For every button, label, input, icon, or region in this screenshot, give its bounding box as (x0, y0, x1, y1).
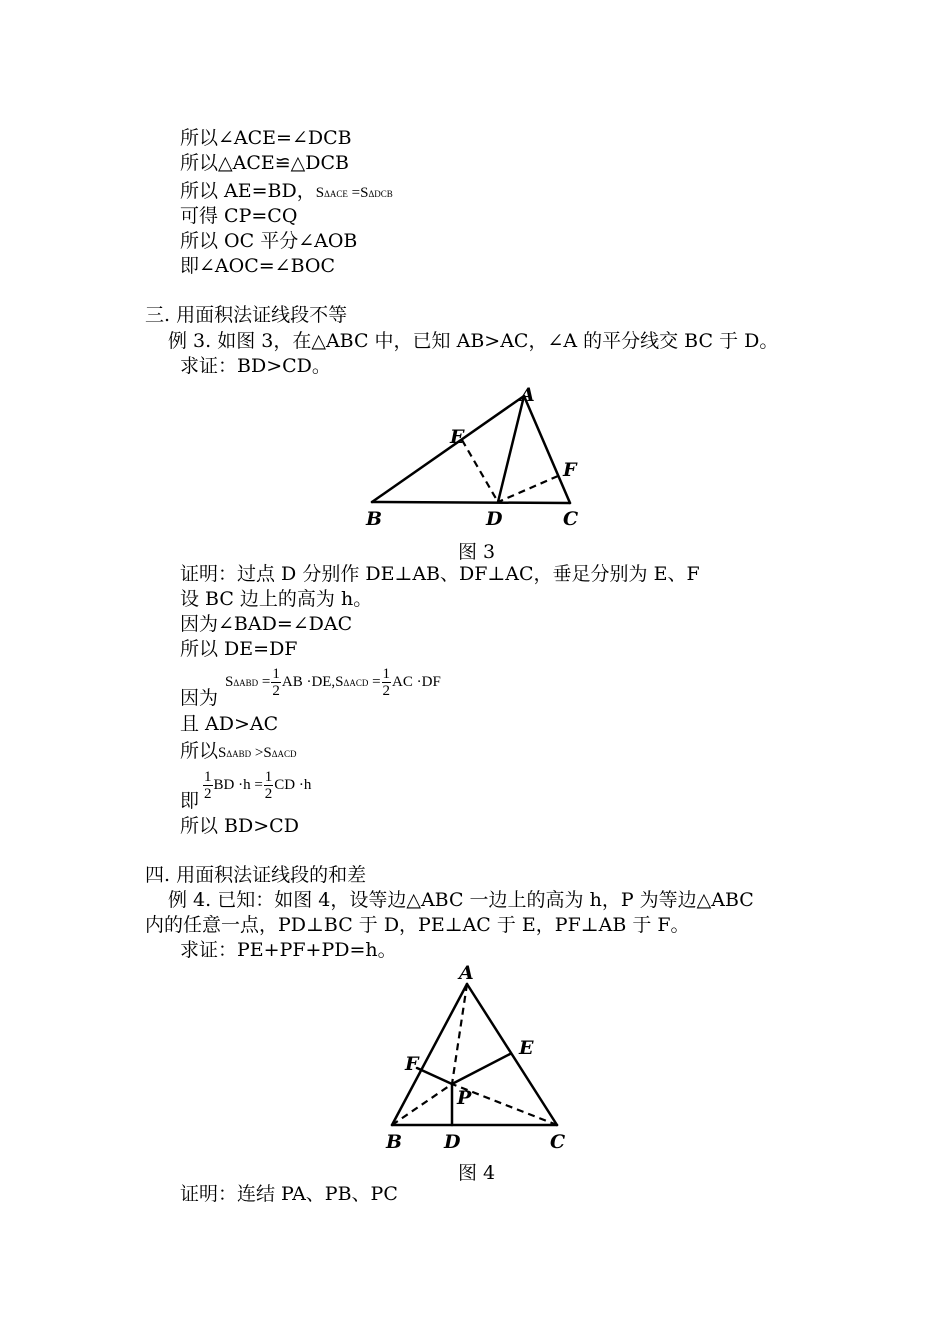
length-equation: $\frac{1}{2}$ BD ·h = $\frac{1}{2}$ CD ·h (204, 769, 312, 803)
proof-line: 即∠AOC=∠BOC (180, 255, 336, 277)
figure-caption: 图 3 (458, 541, 496, 563)
figure-4 (380, 962, 580, 1157)
proof-line: 所以△ACE≌△DCB (180, 152, 350, 174)
example-statement: 内的任意一点，PD⊥BC 于 D，PE⊥AC 于 E，PF⊥AB 于 F。 (145, 914, 690, 936)
proof-line: 所以 BD>CD (180, 815, 299, 837)
section-heading: 三. 用面积法证线段不等 (145, 304, 348, 326)
vertex-label-A: A (459, 962, 474, 984)
vertex-label-D: D (444, 1131, 461, 1153)
proof-line: 证明：连结 PA、PB、PC (180, 1183, 398, 1205)
proof-line (180, 740, 297, 765)
proof-line (180, 180, 393, 205)
proof-line: 且 AD>AC (180, 713, 279, 735)
proof-text: 因为 (180, 687, 219, 709)
area-equation: SΔABD = $\frac{1}{2}$ AB ·DE,SΔACD = $\frac{1}{2}$ AC ·DF (225, 666, 441, 700)
vertex-label-E: E (519, 1037, 534, 1059)
fraction-half: $\frac{1}{2}$ (272, 666, 280, 700)
section-heading: 四. 用面积法证线段的和差 (145, 864, 367, 886)
example-statement: 例 4. 已知：如图 4，设等边△ABC 一边上的高为 h，P 为等边△ABC (168, 889, 754, 911)
vertex-label-B: B (366, 508, 383, 530)
vertex-label-C: C (563, 508, 579, 530)
vertex-label-B: B (386, 1131, 403, 1153)
proof-text: 所以 (180, 740, 219, 762)
goal-statement: 求证：BD>CD。 (180, 355, 331, 377)
proof-line: 证明：过点 D 分别作 DE⊥AB、DF⊥AC，垂足分别为 E、F (180, 563, 700, 585)
vertex-label-F: F (405, 1053, 419, 1075)
proof-line: 设 BC 边上的高为 h。 (180, 588, 373, 610)
proof-line: 所以 OC 平分∠AOB (180, 230, 358, 252)
proof-line: 可得 CP=CQ (180, 205, 298, 227)
figure-3 (360, 385, 590, 535)
proof-line: 所以 DE=DF (180, 638, 298, 660)
figure-caption: 图 4 (458, 1162, 496, 1184)
vertex-label-E: E (450, 426, 465, 448)
fraction-half: $\frac{1}{2}$ (264, 769, 273, 803)
goal-statement: 求证：PE+PF+PD=h。 (180, 939, 397, 961)
vertex-label-F: F (563, 459, 577, 481)
fraction-half: $\frac{1}{2}$ (204, 769, 212, 803)
proof-text: 所以 AE=BD， (180, 180, 316, 202)
example-statement: 例 3. 如图 3，在△ABC 中，已知 AB>AC，∠A 的平分线交 BC 于 D。 (168, 330, 779, 352)
vertex-label-D: D (486, 508, 503, 530)
vertex-label-A: A (520, 385, 535, 406)
fraction-half: $\frac{1}{2}$ (382, 666, 391, 700)
proof-line: 因为∠BAD=∠DAC (180, 613, 353, 635)
vertex-label-P: P (457, 1087, 472, 1109)
vertex-label-C: C (550, 1131, 566, 1153)
proof-text: 即 (180, 790, 200, 812)
proof-line: 所以∠ACE=∠DCB (180, 127, 352, 149)
area-inequality: SΔABD >SΔACD (218, 745, 297, 761)
area-formula: SΔACE =SΔDCB (315, 185, 393, 201)
